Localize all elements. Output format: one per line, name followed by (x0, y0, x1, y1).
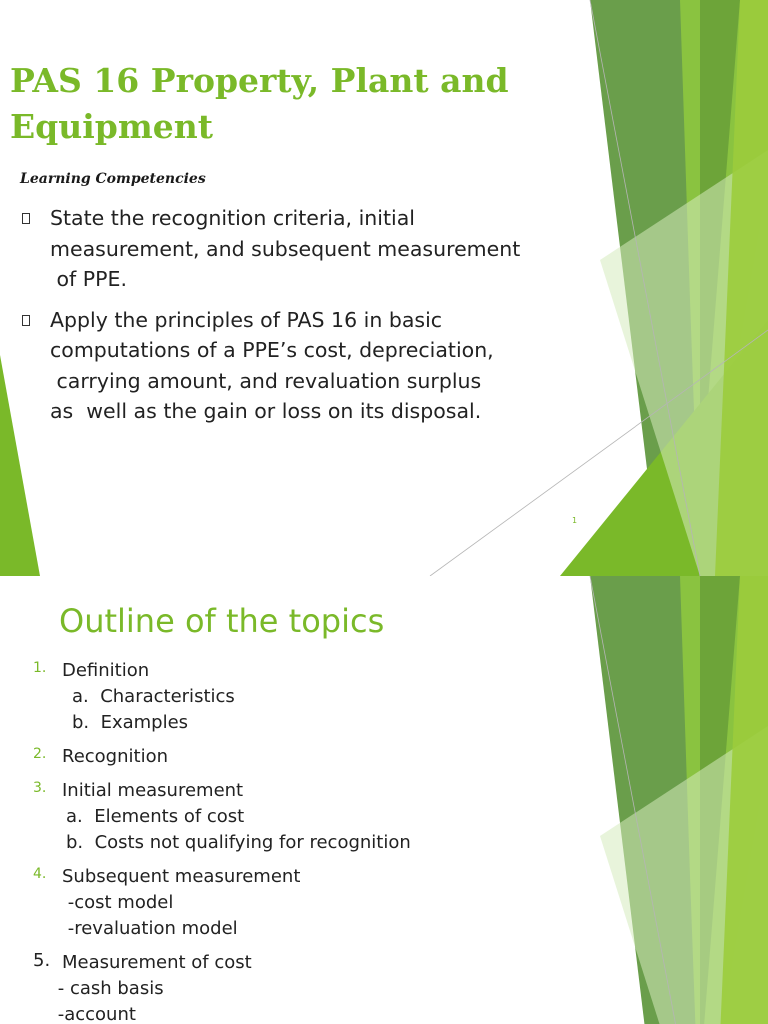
outline-number: 5. (33, 950, 51, 971)
outline-label: Initial measurement (62, 780, 244, 801)
bullet-line: as well as the gain or loss on its disposal. (50, 399, 482, 423)
page-number: 1 (572, 516, 578, 525)
outline-label: Measurement of cost (62, 952, 252, 973)
outline-subitem: a. Characteristics (72, 686, 235, 707)
outline-subitem: -cost model (62, 892, 174, 913)
outline-item (0, 778, 580, 856)
outline-item (0, 658, 580, 736)
outline-number: 4. (33, 866, 47, 882)
outline-subitem: a. Elements of cost (66, 806, 245, 827)
outline-number: 2. (33, 746, 47, 762)
outline-item (0, 950, 580, 1024)
bullet-box-icon (22, 315, 30, 326)
bullet-line: carrying amount, and revaluation surplus (50, 368, 482, 393)
bullet-line: of PPE. (50, 267, 127, 291)
outline-subitem: - cash basis (52, 978, 164, 999)
slide-1-title (10, 58, 550, 150)
competency-list (0, 203, 590, 437)
competency-item (0, 203, 590, 295)
bullet-line: measurement, and subsequent measurement (50, 236, 521, 261)
bullet-line: computations of a PPE’s cost, depreciation, (50, 338, 494, 362)
slide-2 (0, 576, 768, 1024)
outline-subitem: -revaluation model (62, 918, 238, 939)
outline-number: 1. (33, 660, 47, 676)
outline-item (0, 744, 580, 770)
outline-label: Definition (62, 660, 150, 681)
title-line-1: PAS 16 Property, Plant and (10, 61, 509, 100)
bullet-box-icon (22, 213, 30, 224)
bullet-line: State the recognition criteria, initial (50, 206, 415, 230)
outline-subitem: b. Costs not qualifying for recognition (66, 832, 411, 853)
slide-2-title: Outline of the topics (59, 602, 385, 640)
outline-subitem: -account (52, 1004, 136, 1024)
outline-number: 3. (33, 780, 47, 796)
outline-label: Subsequent measurement (62, 866, 301, 887)
slide-1-subtitle: Learning Competencies (20, 171, 206, 187)
outline-label: Recognition (62, 746, 168, 767)
outline-subitem: b. Examples (72, 712, 189, 733)
bullet-line: Apply the principles of PAS 16 in basic (50, 307, 443, 332)
outline-list (0, 658, 580, 1024)
title-line-2: Equipment (10, 107, 213, 146)
outline-item (0, 864, 580, 942)
competency-item (0, 305, 590, 427)
